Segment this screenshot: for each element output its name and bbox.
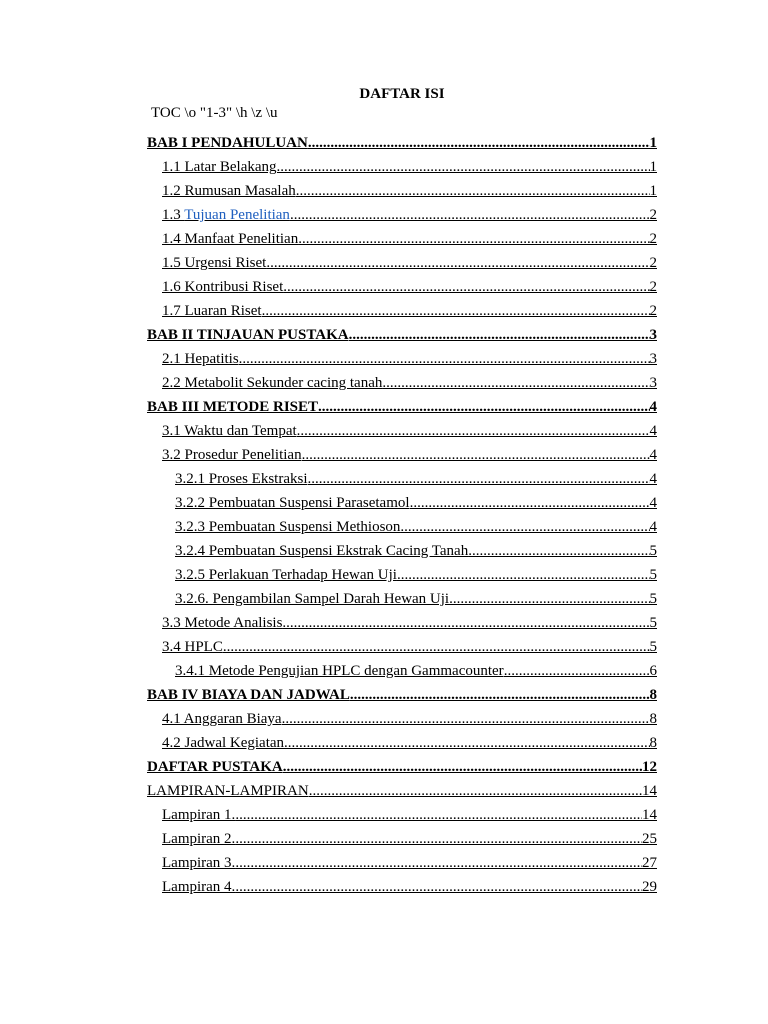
toc-entry-label: Lampiran 2.	[162, 831, 236, 847]
toc-entry-label: 2.2 Metabolit Sekunder cacing tanah	[162, 375, 383, 391]
dot-leader	[266, 254, 649, 272]
toc-entry-page-number: 4	[649, 447, 657, 463]
dot-leader	[309, 782, 642, 800]
dot-leader	[296, 182, 650, 200]
dot-leader	[290, 206, 650, 224]
dot-leader	[283, 758, 642, 776]
toc-entry-label: LAMPIRAN-LAMPIRAN	[147, 783, 309, 799]
toc-entry-page-number: 5	[649, 615, 657, 631]
toc-entry-page-number: 2	[649, 279, 657, 295]
toc-entry[interactable]	[147, 200, 657, 224]
toc-entry-label: 3.2.4 Pembuatan Suspensi Ekstrak Cacing Tanah	[175, 543, 469, 559]
toc-entry-page-number: 2	[649, 231, 657, 247]
toc-entry-page-number: 1	[649, 159, 657, 175]
dot-leader	[468, 542, 649, 560]
toc-entry-label: 3.2.1 Proses Ekstraksi	[175, 471, 308, 487]
dot-leader	[410, 494, 650, 512]
dot-leader	[298, 230, 649, 248]
toc-entry-label: 3.2 Prosedur Penelitian	[162, 447, 302, 463]
toc-entry[interactable]	[147, 848, 657, 872]
toc-entry-label: BAB III METODE RISET	[147, 399, 319, 415]
toc-entry-page-number: 4	[649, 399, 657, 415]
toc-entry-page-number: 4	[649, 471, 657, 487]
toc-entry-label: 1.2 Rumusan Masalah	[162, 183, 296, 199]
toc-entry-page-number: 4	[649, 423, 657, 439]
toc-entry[interactable]	[147, 368, 657, 392]
toc-entry[interactable]	[147, 224, 657, 248]
toc-entry-page-number: 6	[649, 663, 657, 679]
toc-entry-label: 3.2.6. Pengambilan Sampel Darah Hewan Uji	[175, 591, 450, 607]
toc-entry-label: 3.1 Waktu dan Tempat	[162, 423, 297, 439]
dot-leader	[282, 614, 649, 632]
page-title: DAFTAR ISI	[359, 86, 445, 102]
dot-leader	[284, 734, 649, 752]
toc-entry-label: 1.5 Urgensi Riset	[162, 255, 267, 271]
dot-leader	[318, 398, 649, 416]
toc-entry-page-number: 5	[649, 639, 657, 655]
toc-entry[interactable]	[147, 728, 657, 752]
toc-entry[interactable]	[147, 440, 657, 464]
dot-leader	[235, 878, 642, 896]
toc-entry[interactable]	[147, 752, 657, 776]
toc-entry-label: DAFTAR PUSTAKA	[147, 759, 283, 775]
toc-entry-page-number: 14	[642, 807, 657, 823]
dot-leader	[350, 686, 650, 704]
toc-entry[interactable]	[147, 608, 657, 632]
toc-entry-page-number: 5	[649, 543, 657, 559]
toc-entry-page-number: 27	[642, 855, 657, 871]
toc-entry-page-number: 4	[649, 519, 657, 535]
toc-entry[interactable]	[147, 824, 657, 848]
toc-entry-page-number: 8	[649, 687, 657, 703]
toc-entry[interactable]	[147, 128, 657, 152]
toc-entry-prefix: 1.3	[162, 207, 185, 223]
dot-leader	[235, 854, 642, 872]
toc-entry-label: 1.7 Luaran Riset	[162, 303, 262, 319]
toc-entry-page-number: 8	[649, 711, 657, 727]
dot-leader	[302, 446, 650, 464]
toc-entry[interactable]	[147, 248, 657, 272]
toc-entry-label: BAB I PENDAHULUAN	[147, 135, 308, 151]
toc-entry-label: 1.1 Latar Belakang	[162, 159, 277, 175]
toc-entry-link[interactable]: Tujuan Penelitian	[184, 207, 290, 223]
toc-entry-page-number: 5	[649, 591, 657, 607]
toc-field-code: TOC \o "1-3" \h \z \u	[151, 105, 278, 121]
toc-entry-page-number: 2	[649, 207, 657, 223]
toc-entry[interactable]	[147, 344, 657, 368]
dot-leader	[277, 158, 650, 176]
toc-entry-label: 3.2.3 Pembuatan Suspensi Methioson	[175, 519, 401, 535]
toc-entry-page-number: 29	[642, 879, 657, 895]
dot-leader	[382, 374, 649, 392]
toc-entry[interactable]	[147, 704, 657, 728]
toc-entry-page-number: 8	[649, 735, 657, 751]
toc-entry-label: 1.6 Kontribusi Riset	[162, 279, 284, 295]
toc-entry-page-number: 3	[649, 375, 657, 391]
toc-entry-page-number: 3	[649, 327, 657, 343]
toc-entry-page-number: 1	[649, 135, 657, 151]
toc-entry-label: 3.3 Metode Analisis	[162, 615, 283, 631]
toc-entry[interactable]	[147, 392, 657, 416]
toc-entry-page-number: 2	[649, 255, 657, 271]
toc-entry-label: 3.4.1 Metode Pengujian HPLC dengan Gammacounter	[175, 663, 504, 679]
toc-entry-label: 3.2.5 Perlakuan Terhadap Hewan Uji	[175, 567, 397, 583]
toc-entry[interactable]	[147, 536, 657, 560]
dot-leader	[223, 638, 650, 656]
toc-entry[interactable]	[147, 584, 657, 608]
toc-entry[interactable]	[147, 320, 657, 344]
toc-entry[interactable]	[147, 872, 657, 896]
toc-entry[interactable]	[147, 512, 657, 536]
toc-entry-label: 4.1 Anggaran Biaya	[162, 711, 282, 727]
dot-leader	[397, 566, 650, 584]
toc-entry-label: Lampiran 4.	[162, 879, 236, 895]
toc-entry[interactable]	[147, 800, 657, 824]
toc-entry-page-number: 5	[649, 567, 657, 583]
toc-entry[interactable]	[147, 488, 657, 512]
dot-leader	[235, 830, 642, 848]
toc-entry-page-number: 25	[642, 831, 657, 847]
dot-leader	[504, 662, 650, 680]
toc-entry-page-number: 4	[649, 495, 657, 511]
table-of-contents	[147, 128, 657, 896]
dot-leader	[239, 350, 650, 368]
toc-entry-label: BAB II TINJAUAN PUSTAKA	[147, 327, 349, 343]
toc-entry-label: 3.4 HPLC	[162, 639, 223, 655]
toc-entry[interactable]	[147, 464, 657, 488]
toc-entry[interactable]	[147, 272, 657, 296]
toc-entry-label: 4.2 Jadwal Kegiatan	[162, 735, 285, 751]
toc-entry[interactable]	[147, 632, 657, 656]
dot-leader	[297, 422, 650, 440]
toc-entry-page-number: 3	[649, 351, 657, 367]
toc-entry[interactable]	[147, 776, 657, 800]
dot-leader	[308, 470, 650, 488]
toc-entry[interactable]	[147, 560, 657, 584]
toc-entry-page-number: 12	[642, 759, 657, 775]
dot-leader	[262, 302, 650, 320]
dot-leader	[282, 710, 650, 728]
toc-entry-label: 2.1 Hepatitis	[162, 351, 239, 367]
toc-entry-label: BAB IV BIAYA DAN JADWAL	[147, 687, 350, 703]
toc-entry-label: Lampiran 3.	[162, 855, 236, 871]
toc-entry-label: 3.2.2 Pembuatan Suspensi Parasetamol	[175, 495, 410, 511]
dot-leader	[349, 326, 650, 344]
dot-leader	[308, 134, 650, 152]
toc-entry[interactable]	[147, 152, 657, 176]
toc-entry-label	[162, 206, 290, 224]
toc-entry[interactable]	[147, 296, 657, 320]
toc-entry-page-number: 14	[642, 783, 657, 799]
dot-leader	[400, 518, 649, 536]
toc-entry-page-number: 1	[649, 183, 657, 199]
toc-entry[interactable]	[147, 656, 657, 680]
toc-entry-page-number: 2	[649, 303, 657, 319]
dot-leader	[449, 590, 649, 608]
dot-leader	[235, 806, 642, 824]
toc-entry-label: Lampiran 1.	[162, 807, 236, 823]
toc-entry-label: 1.4 Manfaat Penelitian	[162, 231, 299, 247]
dot-leader	[283, 278, 649, 296]
toc-entry[interactable]	[147, 416, 657, 440]
toc-entry[interactable]	[147, 176, 657, 200]
toc-entry[interactable]	[147, 680, 657, 704]
